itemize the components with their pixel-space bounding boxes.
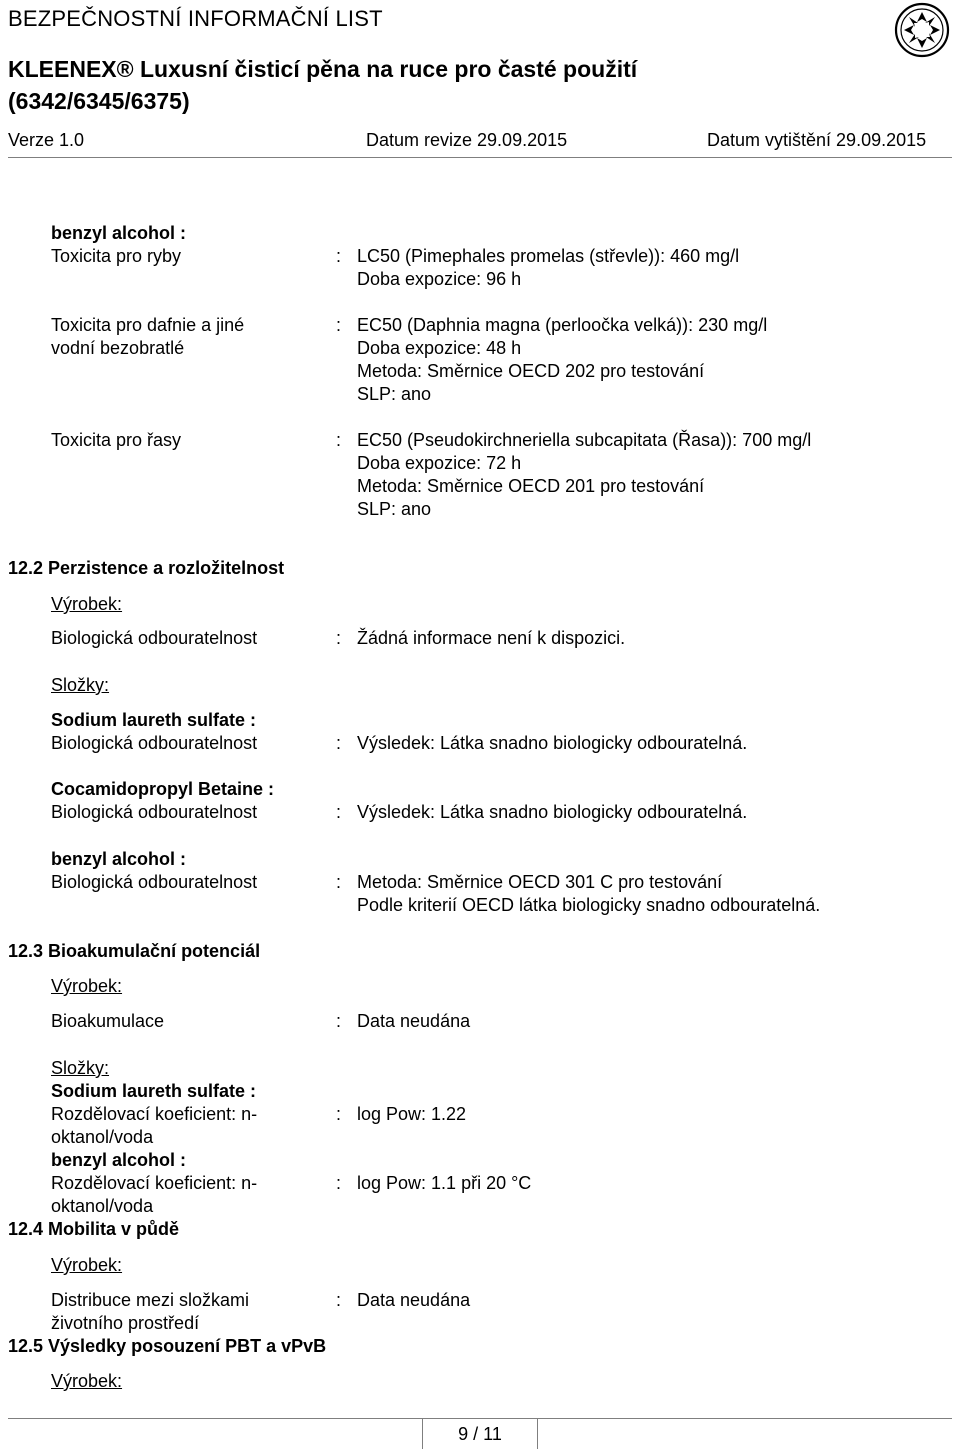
component-name: Cocamidopropyl Betaine :	[51, 779, 275, 799]
colon: :	[336, 733, 342, 753]
biodegradability-method-value: Metoda: Směrnice OECD 301 C pro testování	[357, 872, 723, 892]
algae-method-value: Metoda: Směrnice OECD 201 pro testování	[357, 476, 705, 496]
colon: :	[336, 872, 342, 892]
header-divider	[8, 157, 952, 158]
fish-toxicity-value: LC50 (Pimephales promelas (střevle)): 460 mg/l	[357, 246, 740, 266]
footer-divider-right	[536, 1418, 952, 1419]
biodegradability-label: Biologická odbouratelnost	[51, 872, 258, 892]
product-subheading: Výrobek:	[51, 1255, 123, 1275]
fish-exposure-value: Doba expozice: 96 h	[357, 269, 522, 289]
biodegradability-result-value: Podle kriterií OECD látka biologicky snadno odbouratelná.	[357, 895, 821, 915]
biodegradability-label: Biologická odbouratelnost	[51, 802, 258, 822]
colon: :	[336, 430, 342, 450]
section-12-5-heading: 12.5 Výsledky posouzení PBT a vPvB	[8, 1336, 327, 1356]
biodegradability-value: Výsledek: Látka snadno biologicky odbouratelná.	[357, 733, 748, 753]
substance-name: benzyl alcohol :	[51, 223, 187, 243]
colon: :	[336, 1173, 342, 1193]
algae-toxicity-label: Toxicita pro řasy	[51, 430, 182, 450]
colon: :	[336, 1104, 342, 1124]
biodegradability-label: Biologická odbouratelnost	[51, 733, 258, 753]
product-subheading: Výrobek:	[51, 1371, 123, 1391]
product-codes: (6342/6345/6375)	[8, 88, 190, 114]
partition-coefficient-label-2: oktanol/voda	[51, 1127, 154, 1147]
daphnia-exposure-value: Doba expozice: 48 h	[357, 338, 522, 358]
daphnia-toxicity-label: Toxicita pro dafnie a jiné	[51, 315, 245, 335]
partition-coefficient-label-2: oktanol/voda	[51, 1196, 154, 1216]
daphnia-method-value: Metoda: Směrnice OECD 202 pro testování	[357, 361, 705, 381]
biodegradability-value: Výsledek: Látka snadno biologicky odbouratelná.	[357, 802, 748, 822]
biodegradability-value: Žádná informace není k dispozici.	[357, 628, 626, 648]
revision-date: Datum revize 29.09.2015	[366, 130, 568, 150]
colon: :	[336, 802, 342, 822]
algae-exposure-value: Doba expozice: 72 h	[357, 453, 522, 473]
partition-coefficient-label: Rozdělovací koeficient: n-	[51, 1173, 258, 1193]
distribution-label: Distribuce mezi složkami	[51, 1290, 250, 1310]
colon: :	[336, 315, 342, 335]
colon: :	[336, 246, 342, 266]
biodegradability-label: Biologická odbouratelnost	[51, 628, 258, 648]
partition-coefficient-value: log Pow: 1.1 při 20 °C	[357, 1173, 532, 1193]
daphnia-toxicity-label-2: vodní bezobratlé	[51, 338, 185, 358]
component-name: Sodium laureth sulfate :	[51, 710, 257, 730]
component-name: benzyl alcohol :	[51, 849, 187, 869]
print-date: Datum vytištění 29.09.2015	[707, 130, 927, 150]
bioaccumulation-value: Data neudána	[357, 1011, 471, 1031]
section-12-2-heading: 12.2 Perzistence a rozložitelnost	[8, 558, 285, 578]
distribution-value: Data neudána	[357, 1290, 471, 1310]
daphnia-toxicity-value: EC50 (Daphnia magna (perloočka velká)): 230 mg/l	[357, 315, 768, 335]
colon: :	[336, 628, 342, 648]
components-subheading: Složky:	[51, 1058, 110, 1078]
product-name: KLEENEX® Luxusní čisticí pěna na ruce pro časté použití	[8, 56, 638, 82]
version-label: Verze 1.0	[8, 130, 85, 150]
algae-glp-value: SLP: ano	[357, 499, 432, 519]
document-title: BEZPEČNOSTNÍ INFORMAČNÍ LIST	[8, 6, 383, 31]
footer-divider-left	[8, 1418, 422, 1419]
bioaccumulation-label: Bioakumulace	[51, 1011, 165, 1031]
page-number: 9 / 11	[458, 1424, 502, 1444]
product-subheading: Výrobek:	[51, 594, 123, 614]
partition-coefficient-value: log Pow: 1.22	[357, 1104, 467, 1124]
algae-toxicity-value: EC50 (Pseudokirchneriella subcapitata (Řasa)): 700 mg/l	[357, 430, 812, 450]
distribution-label-2: životního prostředí	[51, 1313, 200, 1333]
components-subheading: Složky:	[51, 675, 110, 695]
company-logo	[894, 2, 950, 58]
product-subheading: Výrobek:	[51, 976, 123, 996]
colon: :	[336, 1011, 342, 1031]
component-name: Sodium laureth sulfate :	[51, 1081, 257, 1101]
component-name: benzyl alcohol :	[51, 1150, 187, 1170]
section-12-3-heading: 12.3 Bioakumulační potenciál	[8, 941, 261, 961]
partition-coefficient-label: Rozdělovací koeficient: n-	[51, 1104, 258, 1124]
section-12-4-heading: 12.4 Mobilita v půdě	[8, 1219, 180, 1239]
fish-toxicity-label: Toxicita pro ryby	[51, 246, 182, 266]
colon: :	[336, 1290, 342, 1310]
daphnia-glp-value: SLP: ano	[357, 384, 432, 404]
